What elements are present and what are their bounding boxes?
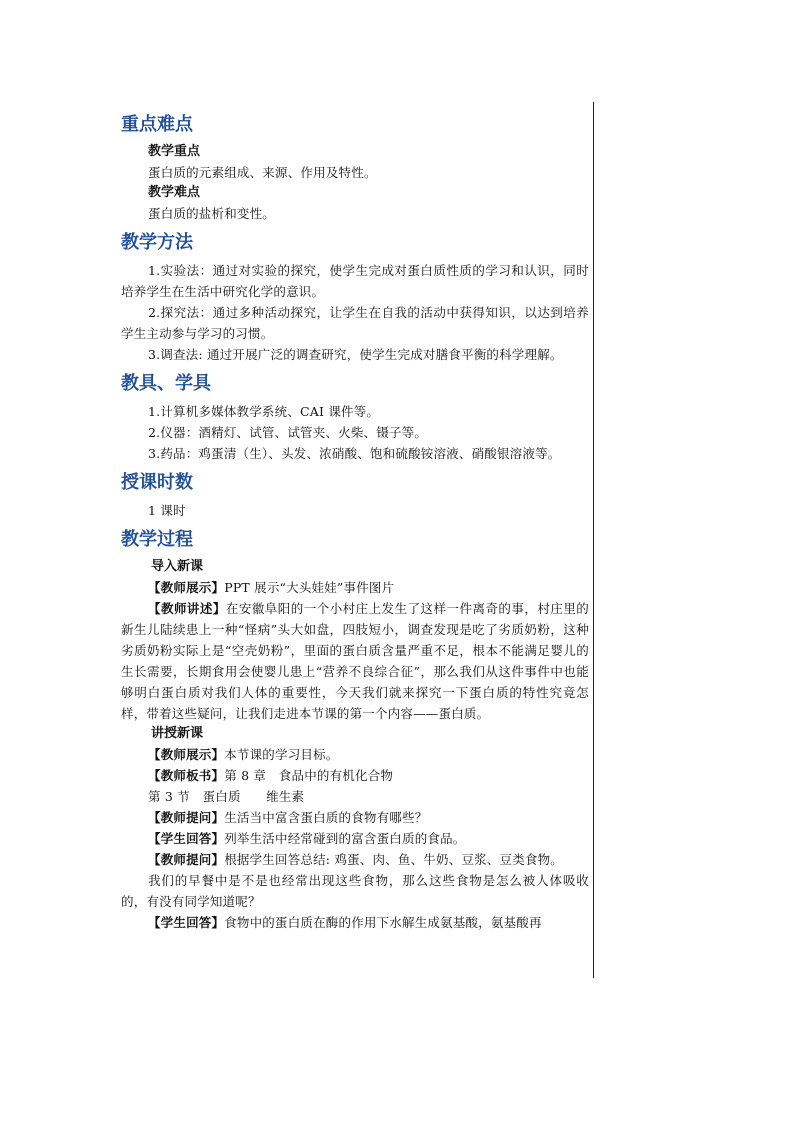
process-paragraph [121, 870, 589, 912]
intro-heading: 导入新课 [151, 559, 204, 574]
process-paragraph [121, 598, 589, 724]
section-hours [121, 470, 589, 521]
paragraph-text: 根据学生回答总结: 鸡蛋、肉、鱼、牛奶、豆浆、豆类食物。 [224, 852, 563, 867]
paragraph-text: PPT 展示“大头娃娃”事件图片 [224, 580, 395, 595]
tool-item: 3.药品：鸡蛋清（生）、头发、浓硝酸、饱和硫酸铵溶液、硝酸银溶液等。 [148, 446, 561, 461]
difficulty-heading: 教学难点 [148, 185, 201, 200]
speaker-tag: 【学生回答】 [148, 915, 225, 930]
difficulty-text: 蛋白质的盐析和变性。 [148, 206, 276, 221]
speaker-tag: 【教师提问】 [148, 810, 225, 825]
process-paragraph [121, 828, 589, 849]
paragraph-text: 我们的早餐中是不是也经常出现这些食物，那么这些食物是怎么被人体吸收的，有没有同学知道呢？ [121, 873, 589, 909]
paragraph-text: 在安徽阜阳的一个小村庄上发生了这样一件离奇的事，村庄里的新生儿陆续患上一种“怪病”头大如盘，四肢短小，调查发现是吃了劣质奶粉，这种劣质奶粉实际上是“空壳奶粉”，里面的蛋白质含量严重不足，根本不能满足婴儿的生长需要，长期食用会使婴儿患上“营养不良综合征”，那么我们从这件事件中也能够明白蛋白质对我们人体的重要性，今天我们就来探究一下蛋白质的特性究竟怎样，带着这些疑问，让我们走进本节课的第一个内容——蛋白质。 [121, 601, 589, 721]
section-title-hours: 授课时数 [121, 472, 193, 493]
section-title-tools: 教具、学具 [121, 373, 211, 394]
process-paragraph [121, 786, 589, 807]
section-title-methods: 教学方法 [121, 232, 193, 253]
process-paragraph [121, 577, 589, 598]
hours-text: 1 课时 [148, 503, 186, 518]
process-paragraph [121, 849, 589, 870]
paragraph-text: 食物中的蛋白质在酶的作用下水解生成氨基酸，氨基酸再 [224, 915, 542, 930]
section-title-key-points: 重点难点 [121, 114, 193, 135]
section-key-points [121, 112, 589, 224]
speaker-tag: 【教师讲述】 [148, 601, 226, 616]
process-paragraph [121, 912, 589, 933]
focus-heading: 教学重点 [148, 144, 201, 159]
paragraph-text: 本节课的学习目标。 [224, 747, 339, 762]
speaker-tag: 【教师提问】 [148, 852, 225, 867]
focus-text: 蛋白质的元素组成、来源、作用及特性。 [148, 165, 377, 180]
speaker-tag: 【学生回答】 [148, 831, 225, 846]
section-title-process: 教学过程 [121, 529, 193, 550]
process-paragraph [121, 765, 589, 786]
section-methods [121, 230, 589, 365]
paragraph-text: 列举生活中经常碰到的富含蛋白质的食品。 [224, 831, 466, 846]
section-process [121, 527, 589, 933]
section-tools [121, 371, 589, 464]
tool-item: 2.仪器：酒精灯、试管、试管夹、火柴、镊子等。 [148, 425, 428, 440]
speaker-tag: 【教师板书】 [148, 768, 225, 783]
method-item: 3.调查法: 通过开展广泛的调查研究，使学生完成对膳食平衡的科学理解。 [148, 347, 563, 362]
paragraph-text: 第 3 节 蛋白质 维生素 [148, 789, 305, 804]
speaker-tag: 【教师展示】 [148, 747, 225, 762]
method-item: 1.实验法：通过对实验的探究，使学生完成对蛋白质性质的学习和认识，同时培养学生在生活中研究化学的意识。 [121, 263, 589, 299]
paragraph-text: 生活当中富含蛋白质的食物有哪些？ [224, 810, 428, 825]
process-paragraph [121, 744, 589, 765]
tool-item: 1.计算机多媒体教学系统、CAI 课件等。 [148, 404, 380, 419]
lecture-heading: 讲授新课 [151, 726, 204, 741]
process-paragraph [121, 807, 589, 828]
document-body [121, 112, 589, 933]
margin-line [593, 102, 594, 978]
speaker-tag: 【教师展示】 [148, 580, 225, 595]
method-item: 2.探究法：通过多种活动探究，让学生在自我的活动中获得知识，以达到培养学生主动参与学习的习惯。 [121, 305, 589, 341]
paragraph-text: 第 8 章 食品中的有机化合物 [224, 768, 394, 783]
